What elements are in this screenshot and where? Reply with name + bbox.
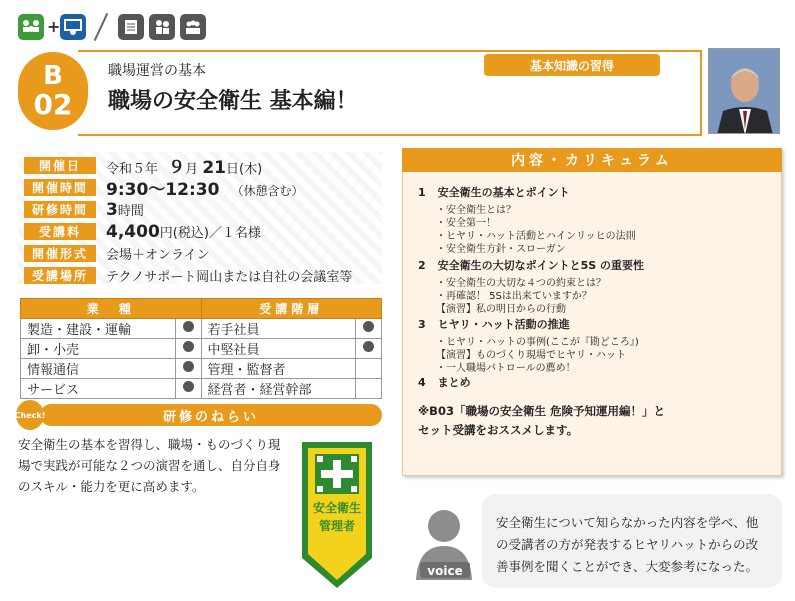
voice-avatar-icon bbox=[412, 500, 476, 580]
table-row bbox=[21, 359, 382, 379]
curriculum-section-title: 4 まとめ bbox=[418, 376, 471, 389]
curriculum-item: ・安全第一！ bbox=[436, 218, 496, 229]
level-mark bbox=[356, 359, 382, 379]
curriculum-item: 【演習】私の明日からの行動 bbox=[436, 304, 566, 315]
curriculum-item: ・安全衛生方針・スローガン bbox=[436, 244, 566, 255]
shield-text-1: 安全衛生 bbox=[312, 501, 362, 515]
dot-icon bbox=[183, 321, 194, 332]
people-group-icon bbox=[18, 14, 44, 40]
industry-mark bbox=[175, 319, 201, 339]
page-title: 職場の安全衛生 基本編！ bbox=[108, 89, 358, 114]
page-subtitle: 職場運営の基本 bbox=[108, 63, 206, 79]
industry-cell: 製造・建設・運輸 bbox=[21, 319, 176, 339]
level-cell: 経営者・経営幹部 bbox=[201, 379, 356, 399]
course-code-letter: B bbox=[43, 61, 63, 91]
time-value: 9:30～12:30 bbox=[106, 180, 220, 200]
curriculum-item: ・安全衛生の大切な４つの約束とは？ bbox=[436, 278, 606, 289]
checklist-icon bbox=[118, 14, 144, 40]
curriculum-item: ・安全衛生とは？ bbox=[436, 205, 516, 216]
level-cell: 若手社員 bbox=[201, 319, 356, 339]
team-icon bbox=[180, 14, 206, 40]
objective-text: 安全衛生の基本を習得し、職場・ものづくり現場で実践が可能な２つの演習を通し、自分自身のスキル・能力を更に高めます。 bbox=[18, 437, 281, 494]
curriculum-section-title: 3 ヒヤリ・ハット活動の推進 bbox=[418, 318, 570, 331]
curriculum-item: ・ヒヤリ・ハットの事例(ここが『勘どころ』) bbox=[436, 337, 639, 348]
check-icon: Check! bbox=[16, 400, 44, 430]
hours-value: 3 bbox=[106, 199, 118, 220]
venue-row bbox=[24, 266, 352, 285]
time-label: 開催時間 bbox=[24, 179, 96, 196]
curriculum-item: ・ヒヤリ・ハット活動とハインリッヒの法則 bbox=[436, 231, 636, 242]
category-tag: 基本知識の習得 bbox=[484, 54, 660, 76]
industry-mark bbox=[175, 379, 201, 399]
curriculum-heading: 内容・カリキュラム bbox=[402, 148, 782, 172]
table-row bbox=[21, 339, 382, 359]
curriculum-item: ・一人職場パトロールの薦め！ bbox=[436, 363, 576, 374]
dot-icon bbox=[363, 341, 374, 352]
time-note: （休憩含む） bbox=[231, 184, 304, 198]
dot-icon bbox=[183, 361, 194, 372]
curriculum-section-title: 1 安全衛生の基本とポイント bbox=[418, 186, 570, 199]
industry-mark bbox=[175, 339, 201, 359]
industry-cell: 卸・小売 bbox=[21, 339, 176, 359]
table-row bbox=[21, 319, 382, 339]
workers-icon bbox=[149, 14, 175, 40]
fee-value: 4,400 bbox=[106, 221, 160, 242]
hours-label: 研修時間 bbox=[24, 201, 96, 218]
table-row bbox=[21, 379, 382, 399]
fee-label: 受講料 bbox=[24, 223, 96, 240]
level-cell: 中堅社員 bbox=[201, 339, 356, 359]
format-label: 開催形式 bbox=[24, 245, 96, 262]
level-cell: 管理・監督者 bbox=[201, 359, 356, 379]
course-code-badge bbox=[18, 52, 88, 130]
dot-icon bbox=[183, 381, 194, 392]
industry-mark bbox=[175, 359, 201, 379]
level-mark bbox=[356, 379, 382, 399]
time-row bbox=[24, 178, 304, 200]
level-header: 受講階層 bbox=[201, 299, 382, 319]
format-row bbox=[24, 244, 210, 263]
voice-label: voice bbox=[427, 564, 463, 578]
curriculum-item: ・再確認！ 5Sは出来ていますか？ bbox=[436, 291, 592, 302]
curriculum-note: ※B03「職場の安全衛生 危険予知運用編！」と セット受講をおススメします。 bbox=[418, 404, 665, 437]
level-mark bbox=[356, 339, 382, 359]
divider bbox=[94, 13, 108, 41]
target-table bbox=[20, 298, 382, 399]
dot-icon bbox=[183, 341, 194, 352]
objective-heading: 研修のねらい bbox=[40, 404, 382, 426]
date-label: 開催日 bbox=[24, 157, 96, 174]
level-mark bbox=[356, 319, 382, 339]
presenter-icon bbox=[60, 14, 86, 40]
shield-text-2: 管理者 bbox=[318, 519, 356, 533]
curriculum-item: 【演習】ものづくり現場でヒヤリ・ハット bbox=[436, 350, 626, 361]
industry-cell: 情報通信 bbox=[21, 359, 176, 379]
venue-label: 受講場所 bbox=[24, 267, 96, 284]
industry-header: 業 種 bbox=[21, 299, 202, 319]
date-row bbox=[24, 156, 263, 178]
curriculum-section-title: 2 安全衛生の大切なポイントと5S の重要性 bbox=[418, 259, 645, 272]
dot-icon bbox=[363, 321, 374, 332]
instructor-photo bbox=[708, 48, 780, 134]
safety-manager-shield bbox=[298, 440, 376, 590]
fee-row: 受講料 4,400円(税込)／１名様 bbox=[24, 222, 261, 241]
course-code-number: 02 bbox=[33, 88, 73, 121]
venue-value: テクノサポート岡山または自社の会議室等 bbox=[106, 270, 353, 285]
date-value: 令和５年 ９月 21日(木) bbox=[106, 158, 263, 178]
industry-cell: サービス bbox=[21, 379, 176, 399]
plus-icon: + bbox=[47, 17, 61, 36]
voice-bubble bbox=[482, 494, 782, 588]
voice-text: 安全衛生について知らなかった内容を学べ、他の受講者の方が発表するヒヤリハットからの改善事例を聞くことができ、大変参考になった。 bbox=[496, 515, 759, 574]
format-value: 会場＋オンライン bbox=[106, 248, 210, 263]
hours-row: 研修時間 3時間 bbox=[24, 200, 144, 219]
